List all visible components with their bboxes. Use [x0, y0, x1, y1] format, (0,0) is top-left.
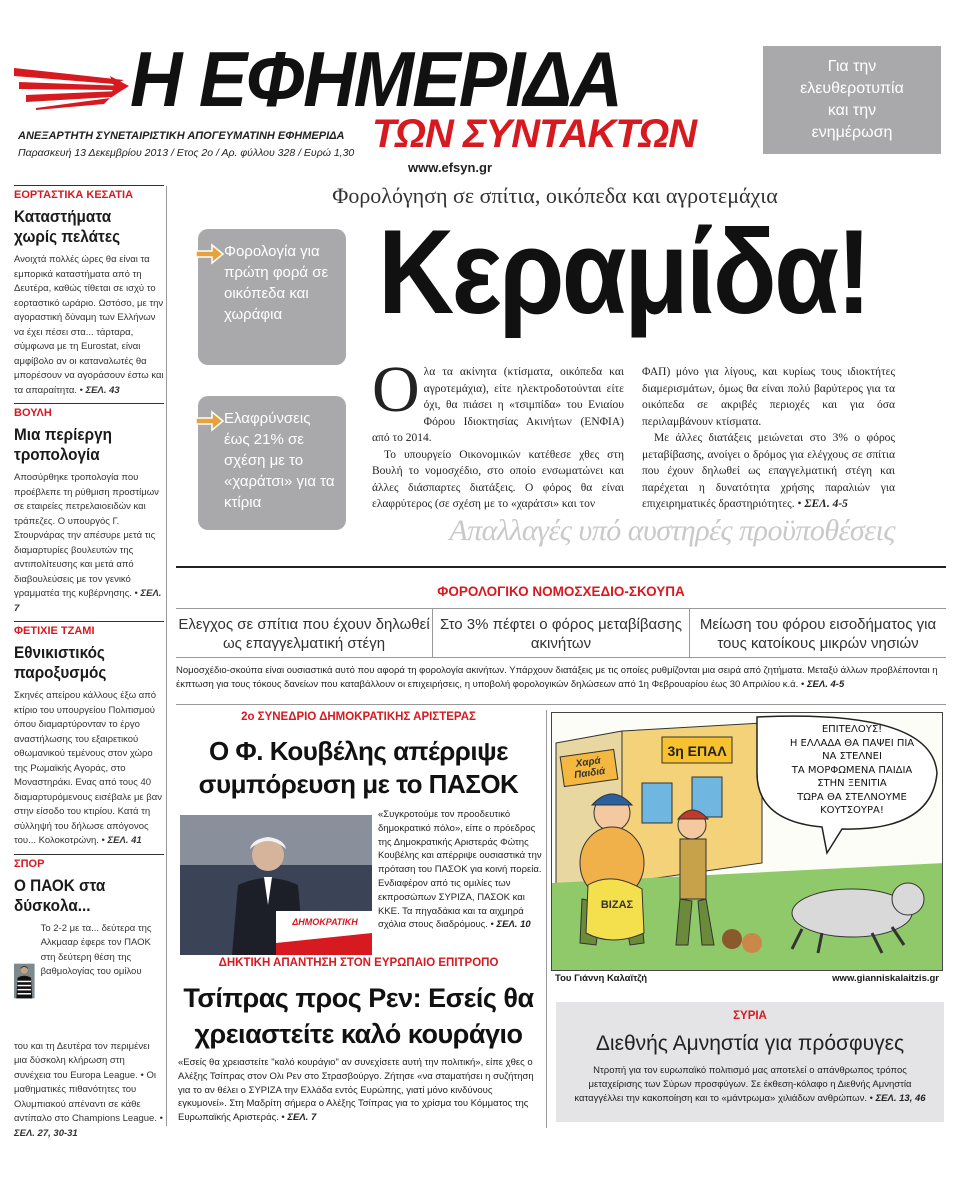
story-kicker: ΔΗΚΤΙΚΗ ΑΠΑΝΤΗΣΗ ΣΤΟΝ ΕΥΡΩΠΑΙΟ ΕΠΙΤΡΟΠΟ — [218, 957, 499, 969]
story-kicker: 2ο ΣΥΝΕΔΡΙΟ ΔΗΜΟΚΡΑΤΙΚΗΣ ΑΡΙΣΤΕΡΑΣ — [241, 711, 476, 723]
left-column — [14, 185, 164, 1141]
kouvelis-photo — [180, 815, 372, 955]
cartoonist-site[interactable]: www.gianniskalaitzis.gr — [832, 973, 939, 984]
column-divider — [166, 186, 167, 1126]
subhead-overlay: Απαλλαγές υπό αυστηρές προϋποθέσεις — [449, 514, 895, 547]
page-ref: ΣΕΛ. 27, 30-31 — [14, 1127, 78, 1139]
tsipras-headline[interactable]: Τσίπρας προς Ρεν: Εσείς θα χρειαστείτε καλό κουράγιο — [183, 983, 534, 1049]
political-cartoon — [551, 712, 943, 986]
page-ref: ΣΕΛ. 4-5 — [804, 498, 848, 510]
newspaper-title: Η ΕΦΗΜΕΡΙΔΑ — [130, 35, 621, 123]
body-paragraph: Με άλλες διατάξεις μειώνεται στο 3% ο φόρος μεταβίβασης, ανοίγει ο δρόμος για ελέγχους σε σπίτια που έχουν δηλωθεί ως επαγγελματική στέγη και παρέχεται η δυνατότητα χρήσης παραλιών για επιχειρηματικές δραστηριότητες. • ΣΕΛ. 4-5 — [642, 432, 895, 510]
main-headline[interactable]: Κεραμίδα! — [378, 205, 869, 339]
tagline: ΑΝΕΞΑΡΤΗΤΗ ΣΥΝΕΤΑΙΡΙΣΤΙΚΗ ΑΠΟΓΕΥΜΑΤΙΝΗ ΕΦΗΜΕΡΙΔΑ — [18, 130, 345, 142]
newspaper-subtitle: ΤΩΝ ΣΥΝΤΑΚΤΩΝ — [372, 112, 697, 156]
main-body-column-2 — [642, 364, 895, 513]
band-point[interactable]: Ελεγχος σε σπίτια που έχουν δηλωθεί ως επαγγελματική στέγη — [178, 616, 430, 652]
brief-text: Ανοιχτά πολλές ώρες θα είναι τα εμπορικά καταστήματα από τη Δευτέρα, καθώς τίθεται σε ισχύ το εορταστικό ωράριο. Ωστόσο, με την αγοραστική δύναμη των Ελλήνων να έχει πέσει στα... τάρταρα, σύμφωνα με τη Eurostat, είναι αμφίβολο αν οι καταναλωτές θα μπορέσουν να αγοράσουν έστω και τα απαραίτητα. • ΣΕΛ. 43 — [14, 254, 164, 396]
drop-cap: Ο — [372, 353, 420, 426]
band-label: ΦΟΡΟΛΟΓΙΚΟ ΝΟΜΟΣΧΕΔΙΟ-ΣΚΟΥΠΑ — [437, 584, 685, 599]
brief-text: του και τη Δευτέρα τον περιμένει μια δύσκολη κλήρωση στη συνέχεια του Europa League. • Οι μαθηματικές πιθανότητες του Ολυμπιακού απέναντι σε κάθε αντίπαλο στο Champions League. • ΣΕΛ. 27, 30-31 — [14, 1040, 163, 1139]
section-label: ΕΟΡΤΑΣΤΙΚΑ ΚΕΣΑΤΙΑ — [14, 185, 164, 203]
kouvelis-body: «Συγκροτούμε τον προοδευτικό δημοκρατικό πόλο», είπε ο πρόεδρος της Δημοκρατικής Αριστεράς Φώτης Κουβέλης και απέρριψε ουσιαστικά την πρόταση του ΠΑΣΟΚ για κοινή πορεία. Ενδιαφέρον από τις ομιλίες των εκπροσώπων ΣΥΡΙΖΑ, ΠΑΣΟΚ και ΚΚΕ. Τα πηγαδάκια και τα αιχμηρά σχόλια στους διαδρόμους. • ΣΕΛ. 10 — [378, 809, 542, 931]
band-points — [176, 608, 946, 658]
brief-shops[interactable] — [14, 185, 164, 398]
band-text: Νομοσχέδιο-σκούπα είναι ουσιαστικά αυτό που αφορά τη φορολογία ακινήτων. Υπάρχουν διατάξεις με τις οποίες ρυθμίζονται μια σειρά από ζητήματα. Μεταξύ άλλων προβλέπονται η έκπτωση για τους τόκους δανείων που καταβάλλουν οι επιχειρήσεις, η υποβολή φορολογικών δηλώσεων από 1η Φεβρουαρίου έως 30 Απριλίου κ.ά. • ΣΕΛ. 4-5 — [176, 665, 938, 690]
brief-sports[interactable] — [14, 854, 164, 1142]
motto-line: και την — [827, 102, 877, 119]
brief-text-side: Το 2-2 με τα... δεύτερα της Αλκμααρ έφερε τον ΠΑΟΚ στη δεύτερη θέση της βαθμολογίας του ομίλου — [40, 922, 152, 978]
page-ref: ΣΕΛ. 4-5 — [806, 679, 845, 690]
brief-headline: Ο ΠΑΟΚ στα δύσκολα... — [14, 875, 106, 915]
speech-bubble: ΕΠΙΤΕΛΟΥΣ! Η ΕΛΛΑΔΑ ΘΑ ΠΑΨΕΙ ΠΙΑ ΝΑ ΣΤΕΛΝΕΙ ΤΑ ΜΟΡΦΩΜΕΝΑ ΠΑΙΔΙΑ ΣΤΗΝ ΞΕΝΙΤΙΑ ΤΩΡΑ ΘΑ ΣΤΕΛΝΟΥΜΕ ΚΟΥΤΣΟΥΡΑ! — [789, 724, 915, 816]
cartoon-credit — [551, 970, 943, 986]
website-link[interactable]: www.efsyn.gr — [408, 160, 493, 175]
band-rule — [176, 566, 946, 568]
page-ref: ΣΕΛ. 7 — [14, 588, 162, 614]
motto-box — [763, 46, 941, 154]
motto-line: Για την — [827, 58, 877, 75]
brief-amendment[interactable] — [14, 403, 164, 616]
body-paragraph: Το υπουργείο Οικονομικών κατέθεσε χθες στη Βουλή το νομοσχέδιο, στο οποίο ενσωματώνει και άλλες διάσπαρτες διατάξεις. Ο φόρος θα είναι ελαφρύτερος (σε σχέση με το «χαράτσι» και τον — [372, 448, 624, 510]
body-paragraph: ΦΑΠ) μόνο για λίγους, και κυρίως τους ιδιοκτήτες διαμερισμάτων, όμως θα είναι πολύ βαρύτερος για τα οικόπεδα σε ακριβές περιοχές και για όσα περιλαμβάνουν κτίσματα. — [642, 366, 895, 428]
callout-text: Ελαφρύνσεις έως 21% σε σχέση με το «χαράτσι» για τα κτίρια — [224, 410, 335, 511]
masthead — [0, 0, 960, 180]
band-point[interactable]: Στο 3% πέφτει ο φόρος μεταβίβασης ακινήτων — [432, 609, 689, 657]
main-kicker: Φορολόγηση σε σπίτια, οικόπεδα και αγροτεμάχια — [332, 183, 778, 208]
body-paragraph: λα τα ακίνητα (κτίσματα, οικόπεδα και αγροτεμάχια), είτε ηλεκτροδοτούνται είτε όχι, θα πιάσει η «τσιμπίδα» του Ενιαίου Φόρου Ιδιοκτησίας Ακινήτων (ΕΝΦΙΑ) από το 2014. — [372, 366, 624, 444]
brief-headline: Εθνικιστικός παροξυσμός — [14, 643, 107, 682]
page-ref: ΣΕΛ. 13, 46 — [875, 1093, 926, 1104]
motto-line: ενημέρωση — [811, 124, 893, 141]
section-label: ΒΟΥΛΗ — [14, 403, 164, 421]
podium-text: ΔΗΜΟΚΡΑΤΙΚΗ — [292, 917, 358, 927]
bag-label: ΒΙΖΑΣ — [600, 899, 634, 911]
pen-swoosh-logo-icon — [14, 58, 129, 110]
section-label: ΦΕΤΙΧΙΕ ΤΖΑΜΙ — [14, 621, 164, 639]
brief-text: Σκηνές απείρου κάλλους έξω από κτίριο του υπουργείου Πολιτισμού όπου διαμαρτύρονταν το έργο αναστήλωσης του εξαιρετικού οθωμανικού τεμένους στον χώρο της Ρωμαϊκής Αγοράς, στο Μοναστηράκι. Ενας από τους 40 διαμαρτυρόμενους εισέβαλε με βαν στην είσοδο του κτιρίου. Κατά τη σύλληψή του δήλωσε απόγονος του... Κολοκοτρώνη. • ΣΕΛ. 41 — [14, 690, 162, 846]
brief-headline: Μια περίεργη τροπολογία — [14, 425, 112, 464]
page-ref: ΣΕΛ. 43 — [85, 384, 120, 396]
main-body-column-1 — [372, 353, 624, 513]
page-ref: ΣΕΛ. 7 — [287, 1112, 317, 1124]
school-sign: 3η ΕΠΑΛ — [667, 743, 727, 759]
brief-headline: Καταστήματα χωρίς πελάτες — [14, 207, 121, 246]
tsipras-body: «Εσείς θα χρειαστείτε "καλό κουράγιο" αν συνεχίσετε αυτή την πολιτική», είπε χθες ο Αλέξης Τσίπρας στον Ολι Ρεν στο Στρασβούργο. Ζήτησε «να σταματήσει η συζήτηση για το αν θέλει ο ΣΥΡΙΖΑ την Ελλάδα εντός Ευρώπης, γιατί μόνο κινδύνους εγκυμονεί». Στη Μαδρίτη σήμερα ο Αλέξης Τσίπρας για το χρίσμα του Κόμματος της Ευρωπαϊκής Αριστεράς. • ΣΕΛ. 7 — [178, 1057, 534, 1124]
football-player-photo — [14, 922, 35, 1040]
callout-text: Φορολογία για πρώτη φορά σε οικόπεδα και χωράφια — [224, 243, 329, 323]
kouvelis-headline[interactable]: Ο Φ. Κουβέλης απέρριψε συμπόρευση με το ΠΑΣΟΚ — [198, 736, 519, 799]
callout-box — [198, 229, 346, 365]
page-ref: ΣΕΛ. 10 — [496, 919, 531, 931]
section-label: ΣΥΡΙΑ — [733, 1010, 767, 1022]
section-label: ΣΠΟΡ — [14, 854, 164, 872]
divider — [176, 704, 946, 705]
cartoonist-name: Του Γιάννη Καλαϊτζή — [555, 973, 648, 984]
syria-box[interactable] — [556, 1002, 944, 1122]
brief-text: Αποσύρθηκε τροπολογία που προέβλεπε τη ρύθμιση προστίμων σε εταιρείες πετρελαιοειδών και τράπεζες. Ο υπουργός Γ. Στουρνάρας την απέσυρε μετά τις διαμαρτυρίες βουλευτών της αντιπολίτευσης και μετά από διαβουλεύσεις με τον γενικό γραμματέα της κυβέρνησης. • ΣΕΛ. 7 — [14, 472, 162, 614]
arrow-right-icon — [194, 243, 224, 265]
callout-box — [198, 396, 346, 530]
page-ref: ΣΕΛ. 41 — [107, 835, 142, 846]
arrow-right-icon — [194, 410, 224, 432]
motto-line: ελευθεροτυπία — [800, 80, 904, 97]
band-point[interactable]: Μείωση του φόρου εισοδήματος για τους κατοίκους μικρών νησιών — [689, 609, 946, 657]
shop-sign: Χαρά Παιδιά — [573, 755, 607, 782]
issue-info: Παρασκευή 13 Δεκεμβρίου 2013 / Ετος 2ο / Αρ. φύλλου 328 / Ευρώ 1,30 — [18, 147, 355, 159]
podium-text: ΑΡΙΣΤΕΡΑ — [303, 927, 347, 937]
brief-mosque[interactable] — [14, 621, 164, 849]
syria-text: Ντροπή για τον ευρωπαϊκό πολιτισμό μας αποτελεί ο απάνθρωπος τρόπος μεταχείρισης των Σύρων προσφύγων. Σε έκθεση-κόλαφο η Διεθνής Αμνηστία καταγγέλλει την κακοποίηση και το «μάντρωμα» χιλιάδων ανθρώπων. • ΣΕΛ. 13, 46 — [574, 1065, 926, 1104]
syria-headline: Διεθνής Αμνηστία για πρόσφυγες — [595, 1032, 905, 1055]
column-divider — [546, 710, 547, 1128]
